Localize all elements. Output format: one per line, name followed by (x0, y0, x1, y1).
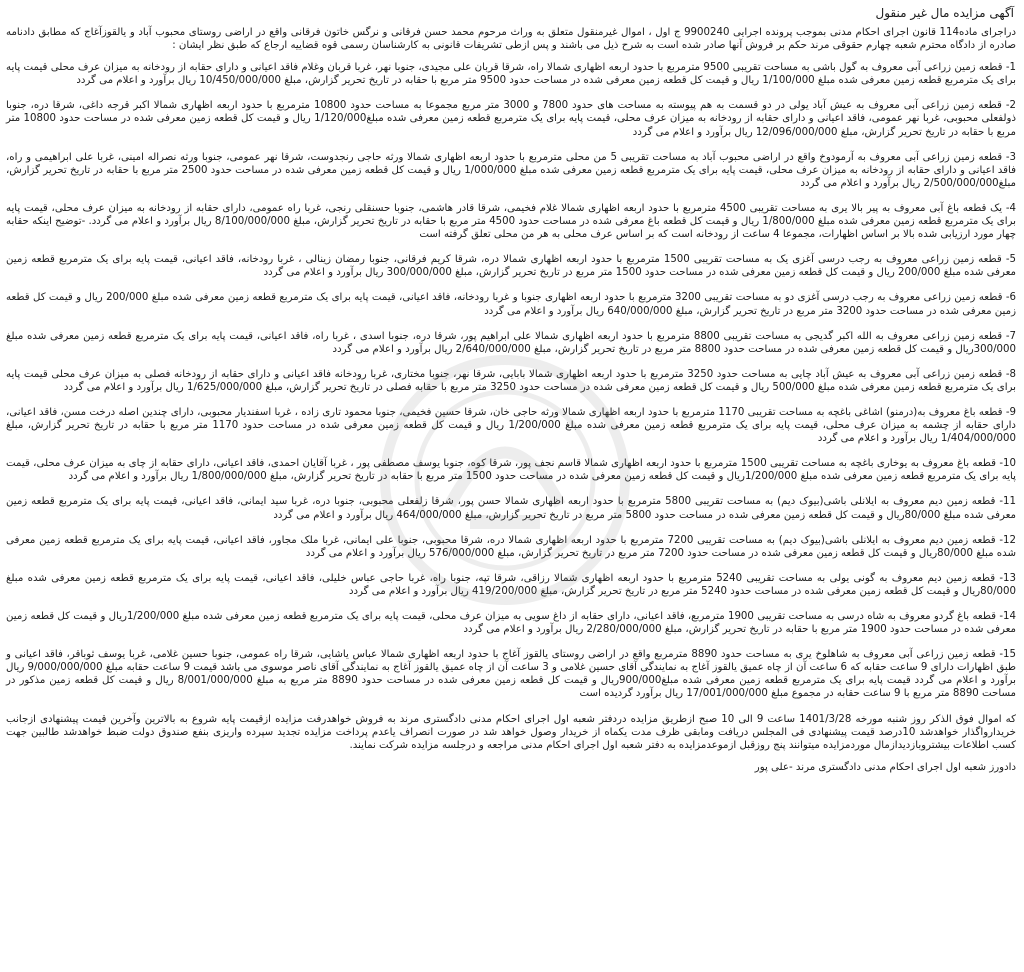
property-item: 10- قطعه باغ معروف به یوخاری باغچه به مساحت تقریبی 1500 مترمربع با حدود اربعه اظهاری شمالا قاسم نجف پور، شرقا کوه، جنوبا یوسف مصطفی پور ، غربا آقایان احمدی، فاقد اعیانی، دارای حقابه از چای به میزان عرف محلی، قیمت پایه برای یک مترمربع قطعه زمین معرفی شده مبلغ 1/200/000ریال و قیمت کل قطعه زمین معرفی شده در مساحت حدود 1500 متر مربع با حقابه در تاریخ تحریر گزارش، مبلغ 1/800/000/000 ریال برآورد و اعلام می گردد (6, 458, 1016, 483)
property-list (6, 61, 1016, 700)
property-item: 4- یک قطعه باغ آبی معروف به پیر بالا یری به مساحت تقریبی 4500 مترمربع با حدود اربعه اظهاری شمالا غلام فخیمی، شرقا قادر هاشمی، جنوبا حسنقلی رنجی، غربا راه عمومی، دارای حقابه از رودخانه به میزان عرف محلی، قیمت پایه برای یک مترمربع قطعه زمین معرفی شده مبلغ 1/800/000 ریال و قیمت کل قطعه باغ معرفی شده در مساحت حدود 4500 متر مربع با حقابه در تاریخ تحریر گزارش، مبلغ 8/100/000/000 ریال برآورد و اعلام می گردد. -توضیح اینکه حقابه چهار مورد ارزیابی شده بالا بر اساس اظهارات، مجموعا 4 ساعت از رودخانه است که بر اساس عرف محلی به هر من محلی تعلق گرفته است (6, 202, 1016, 241)
auction-notice (6, 6, 1016, 966)
notice-title: آگهی مزایده مال غیر منقول (875, 6, 1014, 20)
property-item: 7- قطعه زمین زراعی معروف به الله اکبر گدیجی به مساحت تقریبی 8800 مترمربع با حدود اربعه اظهاری شمالا علی ابراهیم پور، شرقا دره، جنوبا اسدی ، غربا راه، فاقد اعیانی، قیمت پایه برای یک مترمربع قطعه زمین معرفی شده مبلغ 300/000ریال و قیمت کل قطعه زمین معرفی شده در مساحت حدود 8800 متر مربع در تاریخ تحریر گزارش، مبلغ 2/640/000/000 ریال برآورد و اعلام می گردد (6, 330, 1016, 355)
property-item: 9- قطعه باغ معروف به(درمنو) اشاغی باغچه به مساحت تقریبی 1170 مترمربع با حدود اربعه اظهاری شمالا ورثه حاجی خان، شرقا حسین فخیمی، جنوبا محمود تاری زاده ، غربا اسفندیار محبوبی، دارای چندین اصله درخت مسن، فاقد اعیانی، دارای حقابه از چشمه به میزان عرف محلی، قیمت پایه برای یک مترمربع قطعه زمین معرفی شده مبلغ 1/200/000 ریال و قیمت کل قطعه زمین معرفی شده در مساحت حدود 1170 متر مربع با حقابه در تاریخ تحریر گزارش، مبلغ 1/404/000/000 ریال برآورد و اعلام می گردد (6, 406, 1016, 445)
property-item: 14- قطعه باغ گردو معروف به شاه درسی به مساحت تقریبی 1900 مترمربع، فاقد اعیانی، دارای حقابه از داغ سویی به میزان عرف محلی، قیمت پایه برای یک مترمربع قطعه زمین معرفی شده مبلغ 1/200/000ریال و قیمت کل قطعه زمین معرفی شده در مساحت حدود 1900 متر مربع با حقابه در تاریخ تحریر گزارش، مبلغ 2/280/000/000 ریال برآورد و اعلام می گردد (6, 611, 1016, 636)
property-item: 12- قطعه زمین دیم معروف به ایلانلی باشی(بیوک دیم) به مساحت تقریبی 7200 مترمربع با حدود اربعه اظهاری شمالا دره، شرقا محبوبی، جنوبا علی ایمانی، غربا ملک مجاور، فاقد اعیانی، قیمت پایه برای یک مترمربع قطعه زمین معرفی شده مبلغ 80/000ریال و قیمت کل قطعه زمین معرفی شده در مساحت حدود 7200 متر مربع در تاریخ تحریر گزارش، مبلغ 576/000/000 ریال برآورد و اعلام می گردد (6, 534, 1017, 559)
property-item: 1- قطعه زمین زراعی آبی معروف به گول باشی به مساحت تقریبی 9500 مترمربع با حدود اربعه اظهاری شمالا راه، شرقا قربان علی مجیدی، جنوبا نهر، غربا قربان وغلام فاقد اعیانی و دارای حقابه از رودخانه به میزان عرف محلی قیمت پایه برای یک مترمربع قطعه زمین معرفی شده مبلغ 1/100/000 ریال و قیمت کل قطعه زمین معرفی شده در مساحت حدود 9500 متر مربع با حقابه در تاریخ تحریر گزارش، مبلغ 10/450/000/000 ریال برآورد و اعلام می گردد (6, 62, 1016, 87)
property-item: 6- قطعه زمین زراعی معروف به رجب درسی آغزی دو به مساحت تقریبی 3200 مترمربع با حدود اربعه اظهاری جنوبا و غربا رودخانه، فاقد اعیانی، قیمت پایه برای یک مترمربع قطعه زمین معرفی شده مبلغ 200/000 ریال و قیمت کل قطعه زمین معرفی شده در مساحت حدود 3200 متر مربع در تاریخ تحریر گزارش، مبلغ 640/000/000 ریال برآورد و اعلام می گردد (6, 292, 1016, 317)
property-item: 2- قطعه زمین زراعی آبی معروف به عیش آباد یولی در دو قسمت به هم پیوسته به مساحت های حدود 7800 و 3000 متر مربع مجموعا به مساحت حدود 10800 مترمربع با حدود اربعه اظهاری شمالا اکبر قرجه داغی، شرقا دره، جنوبا ذولفعلی محبوبی، غربا نهر عمومی، فاقد اعیانی و دارای حقابه از رودخانه به میزان عرف محلی، قیمت پایه برای یک مترمربع قطعه زمین معرفی شده مبلغ1/120/000 ریال و قیمت کل قطعه زمین معرفی شده در مساحت حدود 10800 متر مربع با حقابه در تاریخ تحریر گزارش، مبلغ 12/096/000/000 ریال برآورد و اعلام می گردد (6, 100, 1016, 138)
property-item: 8- قطعه زمین زراعی آبی معروف به عیش آباد چایی به مساحت حدود 3250 مترمربع با حدود اربعه اظهاری شمالا بابایی، شرقا نهر، جنوبا مختاری، غربا رودخانه فاقد اعیانی و دارای حقابه از رودخانه فصلی به میزان عرف محلی قیمت پایه برای یک مترمربع قطعه زمین معرفی شده مبلغ 500/000 ریال و قیمت کل قطعه زمین معرفی شده در مساحت حدود 3250 متر مربع با حقابه فصلی در تاریخ تحریر گزارش، مبلغ 1/625/000/000 ریال برآورد و اعلام می گردد (6, 368, 1016, 393)
property-item: 13- قطعه زمین دیم معروف به گونی یولی به مساحت تقریبی 5240 مترمربع با حدود اربعه اظهاری شمالا رزاقی، شرقا تپه، جنوبا راه، غربا حاجی عباس خلیلی، فاقد اعیانی، قیمت پایه برای یک مترمربع قطعه زمین معرفی شده مبلغ 80/000ریال و قیمت کل قطعه زمین معرفی شده در مساحت حدود 5240 متر مربع در تاریخ تحریر گزارش، مبلغ 419/200/000 ریال برآورد و اعلام می گردد (6, 572, 1016, 597)
auction-terms: که اموال فوق الذکر روز شنبه مورخه 1401/3/28 ساعت 9 الی 10 صبح ازطریق مزایده دردفتر شعبه اول اجرای احکام مدنی دادگستری مرند به فروش خواهدرفت مزایده ازقیمت پایه شروع به بالاترین وآخرین قیمت پیشنهادی ازجانب خریدارواگذار خواهدشد 10درصد قیمت پیشنهادی فی المجلس دریافت ومابقی ظرف مدت یکماه از خریدار وصول خواهد شد در صورت انصراف یاعدم پرداخت مزایده تجدید سپرده واریزی بنفع صندوق دولت ضبط خواهدشد طالبین جهت کسب اطلاعات بیشتروبازدیدازمال موردمزایده میتوانند پنج روزقبل ازموعدمزایده به دفتر شعبه اول اجرای احکام مدنی مراجعه و درجلسه مزایده شرکت نمایند. (6, 713, 1016, 751)
notice-intro: دراجرای ماده114 قانون اجرای احکام مدنی بموجب پرونده اجرایی 9900240 ج اول ، اموال غیرمنقول متعلق به وراث مرحوم محمد حسن فرقانی و نرگس خاتون فرقانی واقع در اراضی روستای محبوب آباد و یالقوزآغاج که مطابق دادنامه صادره از دادگاه محترم شعبه چهارم حقوقی مرند حکم بر فروش آنها صادر شده است به شرح ذیل می باشند و پس ازطی تشریفات قانونی به کارشناسان رسمی قوه قضاییه ارجاع که طبق نظر ایشان : (6, 27, 1017, 52)
property-item: 5- قطعه زمین زراعی معروف به رجب درسی آغزی یک به مساحت تقریبی 1500 مترمربع با حدود اربعه اظهاری شمالا دره، شرقا کریم فرقانی، جنوبا رمضان زینالی ، غربا رودخانه، فاقد اعیانی، قیمت پایه برای یک مترمربع قطعه زمین معرفی شده مبلغ 200/000 ریال و قیمت کل قطعه زمین معرفی شده در مساحت حدود 1500 متر مربع در تاریخ تحریر گزارش، مبلغ 300/000/000 ریال برآورد و اعلام می گردد (6, 254, 1016, 279)
property-item: 11- قطعه زمین دیم معروف به ایلانلی باشی(بیوک دیم) به مساحت تقریبی 5800 مترمربع با حدود اربعه اظهاری شمالا حسن پور، شرقا زلفعلی محبوبی، جنوبا دره، غربا سید ایمانی، فاقد اعیانی، قیمت پایه برای یک مترمربع قطعه زمین معرفی شده مبلغ 80/000ریال و قیمت کل قطعه زمین معرفی شده در مساحت حدود 5800 متر مربع در تاریخ تحریر گزارش، مبلغ 464/000/000 ریال برآورد و اعلام می گردد (6, 496, 1016, 521)
property-item: 3- قطعه زمین زراعی آبی معروف به آرمودوخ واقع در اراضی محبوب آباد به مساحت تقریبی 5 من محلی مترمربع با حدود اربعه اظهاری شمالا ورثه حاجی رنجدوست، شرقا نهر عمومی، جنوبا ورثه نصراله امینی، غربا علی ابراهیمی و راه، فاقد اعیانی و دارای حقابه از رودخانه به میزان عرف محلی، قیمت پایه برای یک مترمربع قطعه زمین معرفی شده مبلغ 1/000/000 ریال و قیمت کل قطعه زمین معرفی شده در مساحت حدود 2500 متر مربع با حقابه در تاریخ تحریر گزارش، مبلغ2/500/000/000 ریال برآورد و اعلام می گردد (6, 151, 1016, 189)
property-item: 15- قطعه زمین زراعی آبی معروف به شاهلوخ یری به مساحت حدود 8890 مترمربع واقع در اراضی روستای یالقوز آغاج با حدود اربعه اظهاری شمالا عباس یاشایی، شرقا راه عمومی، جنوبا حسین غلامی، غربا یوسف ثوباقر، فاقد اعیانی و طبق اظهارات دارای 9 ساعت حقابه که 6 ساعت آن از چاه عمیق یالقوز آغاج به نمایندگی آقای حسین غلامی و 3 ساعت آن از چاه عمیق یالقوز آغاج به نمایندگی آقای ناصر موسوی می باشد قیمت 9 ساعت حقابه مبلغ 9/000/000/000 ریال برآورد و اعلام می گردد قیمت پایه برای یک مترمربع قطعه زمین معرفی شده مبلغ900/000ریال و قیمت کل قطعه زمین معرفی شده در مساحت حدود 8890 متر مربع به مبلغ 8/001/000/000 ریال و قیمت کل قطعه زمین مذکور در مساحت 8890 متر مربع با 9 ساعت حقابه در مجموع مبلغ 17/001/000/000 ریال برآورد گردیده است (6, 649, 1017, 700)
signature-line: دادورز شعبه اول اجرای احکام مدنی دادگستری مرند -علی پور (754, 761, 1016, 773)
